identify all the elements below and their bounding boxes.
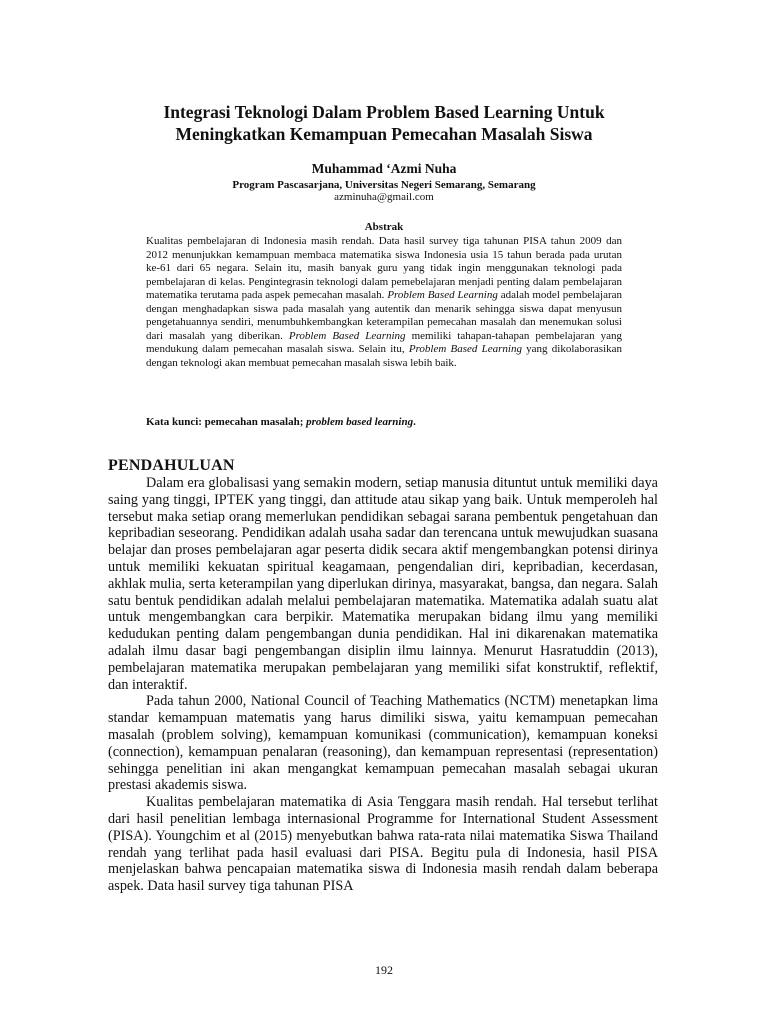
abstract-body xyxy=(146,235,622,370)
keywords-label: Kata kunci: pemecahan masalah; xyxy=(146,416,304,428)
abstract-text-3: memiliki tahapan-tahapan pembelajaran yang mendukung dalam pemecahan masalah siswa. Selain itu, xyxy=(146,329,622,355)
keywords-italic: problem based learning xyxy=(306,416,414,428)
page-number: 192 xyxy=(375,963,393,977)
keywords-end: . xyxy=(413,416,416,428)
section-heading: PENDAHULUAN xyxy=(108,457,235,474)
abstract-text-2: adalah model pembelajaran dengan menghadapkan siswa pada masalah yang autentik dan menarik sehingga siswa dapat menyusun pengetahuannya sendiri, menumbuhkembangkan keterampilan pemecahan masalah dan menemukan solusi dari masalah yang diberikan. xyxy=(146,289,623,342)
title-line-1: Integrasi Teknologi Dalam Problem Based Learning Untuk xyxy=(163,102,605,122)
abstract-heading: Abstrak xyxy=(364,221,404,233)
body-paragraph-2: Pada tahun 2000, National Council of Teaching Mathematics (NCTM) menetapkan lima standar kemampuan matematis yang harus dimiliki siswa, yaitu kemampuan pemecahan masalah (problem solving), kemampuan komunikasi (communication), kemampuan koneksi (connection), kemampuan penalaran (reasoning), dan kemampuan representasi (representation) sehingga penelitian ini akan mengangkat kemampuan pemecahan masalah sebagai ukuran prestasi akademis siswa. xyxy=(108,693,658,794)
abstract-pbl-term-1: Problem Based Learning xyxy=(387,289,498,301)
author-affiliation: Program Pascasarjana, Universitas Negeri Semarang, Semarang xyxy=(232,179,536,191)
author-email: azminuha@gmail.com xyxy=(334,191,434,203)
title-line-2: Meningkatkan Kemampuan Pemecahan Masalah Siswa xyxy=(175,124,593,144)
abstract-text-4: yang dikolaborasikan dengan teknologi akan membuat pemecahan masalah siswa lebih baik. xyxy=(146,343,623,369)
body-paragraph-1: Dalam era globalisasi yang semakin modern, setiap manusia dituntut untuk memiliki daya saing yang tinggi, IPTEK yang tinggi, dan attitude atau sikap yang baik. Untuk memperoleh hal tersebut maka setiap orang memerlukan pendidikan sebagai sarana pembentuk pengetahuan dan kepribadian seseorang. Pendidikan adalah usaha sadar dan terencana untuk mewujudkan suasana belajar dan proses pembelajaran agar peserta didik secara aktif mengembangkan potensi dirinya untuk memiliki kekuatan spiritual keagamaan, pengendalian diri, kepribadian, kecerdasan, akhlak mulia, serta keterampilan yang diperlukan dirinya, masyarakat, bangsa, dan negara. Salah satu bentuk pendidikan adalah melalui pembelajaran matematika. Matematika adalah suatu alat untuk mengembangkan cara berpikir. Matematika merupakan bidang ilmu yang memiliki kedudukan penting dalam pengembangan dunia pendidikan. Hal ini dikarenakan matematika adalah ilmu dasar bagi pengembangan disiplin ilmu lainnya. Menurut Hasratuddin (2013), pembelajaran matematika merupakan pembelajaran yang memiliki sifat konstruktif, reflektif, dan interaktif. xyxy=(108,475,658,693)
abstract-pbl-term-2: Problem Based Learning xyxy=(288,329,406,342)
abstract-pbl-term-3: Problem Based Learning xyxy=(408,343,522,355)
keywords xyxy=(146,416,622,428)
paper-title xyxy=(100,101,668,145)
section-body xyxy=(108,475,658,895)
abstract-text-1: Kualitas pembelajaran di Indonesia masih rendah. Data hasil survey tiga tahunan PISA tahun 2009 dan 2012 menunjukkan kemampuan membaca matematika siswa Indonesia usia 15 tahun berada pada urutan ke-61 dari 65 negara. Selain itu, masih banyak guru yang tidak ingin menggunakan teknologi pada pembelajaran di kelas. Pengintegrasin teknologi dalam pemebelajaran menjadi penting dalam pembelajaran matematika terutama pada aspek pemecahan masalah. xyxy=(146,235,622,301)
body-paragraph-3: Kualitas pembelajaran matematika di Asia Tenggara masih rendah. Hal tersebut terlihat dari hasil penelitian lembaga internasional Programme for International Student Assessment (PISA). Youngchim et al (2015) menyebutkan bahwa rata-rata nilai matematika Siswa Thailand rendah yang terlihat pada hasil evaluasi dari PISA. Begitu pula di Indonesia, hasil PISA menjelaskan bahwa pencapaian matematika siswa di Indonesia masih rendah dalam beberapa aspek. Data hasil survey tiga tahunan PISA xyxy=(108,794,658,895)
author-name: Muhammad ‘Azmi Nuha xyxy=(311,161,457,176)
